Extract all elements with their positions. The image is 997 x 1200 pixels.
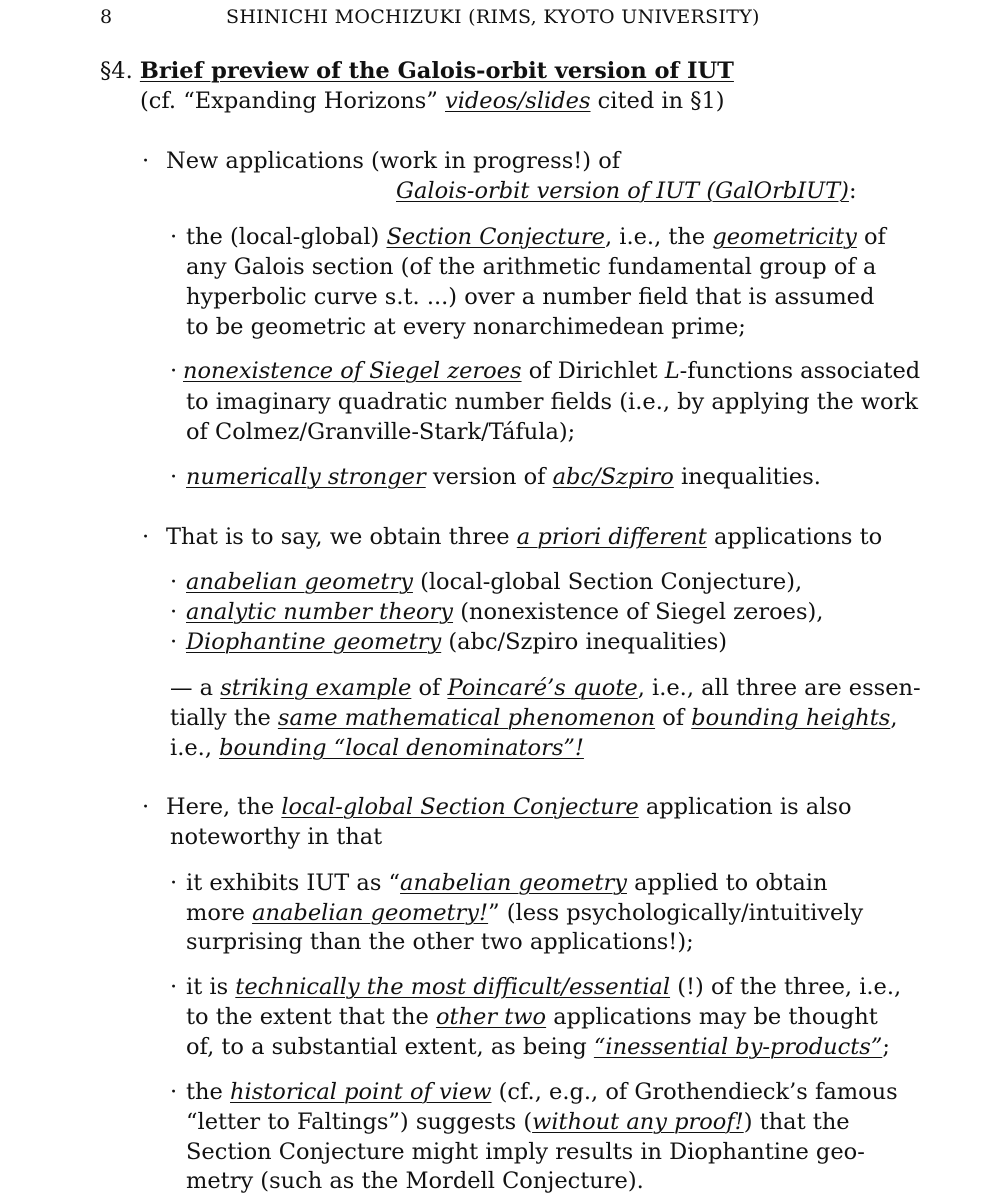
- text: ) that the: [743, 1109, 850, 1135]
- emphasis: anabelian geometry: [400, 870, 627, 896]
- paragraph-line: [186, 1107, 850, 1137]
- paragraph-line: [186, 222, 886, 252]
- emphasis: Poincaré’s quote: [447, 675, 638, 701]
- emphasis: “inessential by-products”: [593, 1034, 883, 1060]
- bullet: ·: [142, 524, 150, 550]
- paragraph-line: New applications (work in progress!) of: [166, 148, 621, 174]
- videos-slides-link[interactable]: videos/slides: [445, 88, 591, 114]
- emphasis: nonexistence of Siegel zeroes: [183, 358, 522, 384]
- running-title: SHINICHI MOCHIZUKI (RIMS, KYOTO UNIVERSITY): [226, 6, 760, 28]
- emphasis: other two: [435, 1004, 547, 1030]
- sub-bullet: ·: [170, 569, 178, 595]
- emphasis: local-global Section Conjecture: [281, 794, 639, 820]
- sub-bullet: ·: [170, 464, 178, 490]
- text: , i.e., the: [604, 224, 706, 250]
- bullet: ·: [142, 794, 150, 820]
- text: ” (less psychologically/intuitively: [488, 900, 864, 926]
- text: it exhibits IUT as “: [186, 870, 401, 896]
- text: -functions associated: [679, 358, 921, 384]
- bullet: ·: [142, 148, 150, 174]
- subtitle-text: (cf. “Expanding Horizons”: [140, 88, 438, 114]
- paragraph-line: [186, 1077, 898, 1107]
- paragraph-line: metry (such as the Mordell Conjecture).: [186, 1168, 644, 1194]
- paragraph-line: surprising than the other two applications!);: [186, 929, 694, 955]
- paragraph-line: [186, 462, 821, 492]
- text: — a: [170, 675, 214, 701]
- text: of: [662, 705, 685, 731]
- section-title: Brief preview of the Galois-orbit version of IUT: [139, 58, 734, 84]
- emphasis: Galois-orbit version of IUT (GalOrbIUT): [396, 178, 849, 204]
- paragraph-line: of Colmez/Granville-Stark/Táfula);: [186, 419, 576, 445]
- emphasis: same mathematical phenomenon: [277, 705, 656, 731]
- text: (cf., e.g., of Grothendieck’s famous: [498, 1079, 898, 1105]
- list-item: [186, 627, 727, 657]
- section-heading: [100, 56, 734, 86]
- text: (abc/Szpiro inequalities): [448, 629, 728, 655]
- text: of Dirichlet: [528, 358, 658, 384]
- text: of: [864, 224, 886, 250]
- emphasis: bounding “local denominators”!: [219, 735, 584, 761]
- math-symbol: L: [664, 358, 680, 384]
- text: the (local-global): [186, 224, 380, 250]
- list-item: [186, 597, 823, 627]
- text: Here, the: [166, 794, 275, 820]
- emphasis: Diophantine geometry: [186, 629, 442, 655]
- paragraph-line: [170, 703, 897, 733]
- text: tially the: [170, 705, 271, 731]
- emphasis: anabelian geometry: [186, 569, 413, 595]
- sub-bullet: ·: [170, 870, 178, 896]
- emphasis: technically the most difficult/essential: [235, 974, 671, 1000]
- paragraph-line: hyperbolic curve s.t. ...) over a number field that is assumed: [186, 284, 875, 310]
- emphasis: historical point of view: [230, 1079, 492, 1105]
- paragraph-line: any Galois section (of the arithmetic fundamental group of a: [186, 254, 877, 280]
- sub-bullet: ·: [170, 358, 178, 384]
- text: application is also: [645, 794, 852, 820]
- text: more: [186, 900, 245, 926]
- text: applications to: [713, 524, 883, 550]
- paragraph-line: [166, 792, 852, 822]
- paragraph-line: [166, 522, 882, 552]
- emphasis: bounding heights: [691, 705, 891, 731]
- text: of: [418, 675, 441, 701]
- sub-bullet: ·: [170, 224, 178, 250]
- text: (!) of the three, i.e.,: [677, 974, 902, 1000]
- text: (local-global Section Conjecture),: [420, 569, 803, 595]
- text: applications may be thought: [553, 1004, 878, 1030]
- sub-bullet: ·: [170, 629, 178, 655]
- paragraph-line: [186, 898, 863, 928]
- text: to the extent that the: [186, 1004, 429, 1030]
- paragraph-line: Section Conjecture might imply results in Diophantine geo-: [186, 1139, 865, 1165]
- list-item: [186, 567, 802, 597]
- paragraph-line: to imaginary quadratic number fields (i.e., by applying the work: [186, 389, 918, 415]
- text: :: [848, 178, 857, 204]
- emphasis: striking example: [220, 675, 412, 701]
- sub-bullet: ·: [170, 974, 178, 1000]
- emphasis: geometricity: [712, 224, 857, 250]
- paragraph-line: [396, 176, 857, 206]
- page-number: 8: [100, 6, 113, 28]
- emphasis: anabelian geometry!: [252, 900, 489, 926]
- paragraph-line: [186, 1002, 878, 1032]
- paragraph-line: [183, 356, 920, 386]
- subtitle-text: cited in §1): [597, 88, 725, 114]
- text: of, to a substantial extent, as being: [186, 1034, 587, 1060]
- section-subtitle: [140, 86, 725, 116]
- emphasis: analytic number theory: [186, 599, 454, 625]
- text: , i.e., all three are essen-: [637, 675, 921, 701]
- text: (nonexistence of Siegel zeroes),: [460, 599, 824, 625]
- sub-bullet: ·: [170, 599, 178, 625]
- emphasis: numerically stronger: [186, 464, 426, 490]
- text: “letter to Faltings”) suggests (: [186, 1109, 533, 1135]
- paragraph-line: [186, 972, 901, 1002]
- emphasis: without any proof!: [532, 1109, 744, 1135]
- paragraph-line: [186, 1032, 890, 1062]
- paragraph-line: [170, 733, 584, 763]
- paragraph-line: [170, 673, 921, 703]
- text: the: [186, 1079, 223, 1105]
- sub-bullet: ·: [170, 1079, 178, 1105]
- section-number: §4.: [100, 58, 133, 84]
- text: ,: [890, 705, 898, 731]
- text: inequalities.: [680, 464, 821, 490]
- text: it is: [186, 974, 229, 1000]
- emphasis: a priori different: [516, 524, 707, 550]
- text: applied to obtain: [634, 870, 828, 896]
- emphasis: Section Conjecture: [386, 224, 605, 250]
- paragraph-line: noteworthy in that: [170, 824, 383, 850]
- emphasis: abc/Szpiro: [552, 464, 674, 490]
- text: That is to say, we obtain three: [166, 524, 510, 550]
- text: version of: [432, 464, 546, 490]
- text: ;: [882, 1034, 890, 1060]
- paragraph-line: to be geometric at every nonarchimedean prime;: [186, 314, 746, 340]
- text: i.e.,: [170, 735, 212, 761]
- paragraph-line: [186, 868, 827, 898]
